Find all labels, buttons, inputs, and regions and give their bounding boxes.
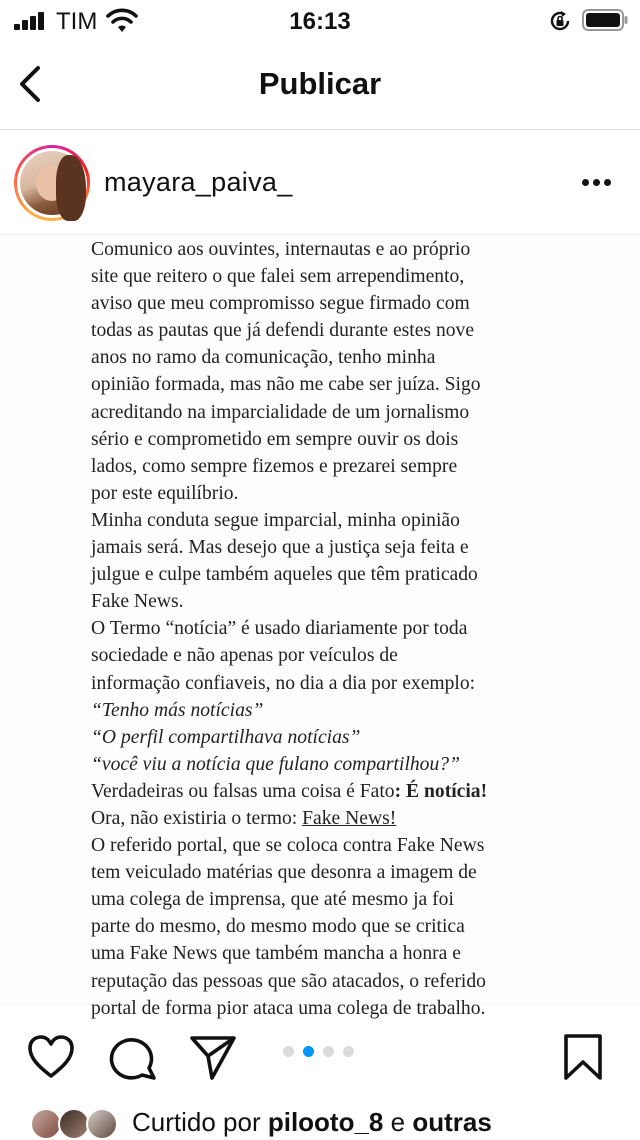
avatar[interactable] xyxy=(14,145,90,221)
doc-line: por este equilíbrio. xyxy=(91,482,239,504)
document-text xyxy=(91,236,561,1022)
doc-line: Comunico aos ouvintes, internautas e ao próprio xyxy=(91,239,471,260)
doc-line: O referido portal, que se coloca contra Fake News xyxy=(91,835,485,857)
doc-ora-link: Fake News! xyxy=(302,807,397,829)
likes-user[interactable]: pilooto_8 xyxy=(267,1107,384,1137)
likes-text[interactable] xyxy=(132,1107,492,1138)
share-icon[interactable] xyxy=(188,1032,238,1082)
doc-line: informação confiaveis, no dia a dia por exemplo: xyxy=(91,672,476,694)
doc-line xyxy=(91,778,561,805)
doc-line: julgue e culpe também aqueles que têm praticado xyxy=(91,564,478,586)
bookmark-icon[interactable] xyxy=(558,1032,608,1082)
doc-quote-line: “você viu a notícia que fulano compartilhou?” xyxy=(91,753,460,775)
page-title: Publicar xyxy=(258,66,382,101)
doc-line: site que reitero o que falei sem arrependimento, xyxy=(91,266,465,288)
nav-header xyxy=(0,42,640,130)
battery-icon xyxy=(582,9,628,31)
doc-line: sociedade e não apenas por veículos de xyxy=(91,645,398,667)
carousel-indicator xyxy=(283,1046,363,1058)
rotation-lock-icon xyxy=(548,9,572,33)
doc-line: opinião formada, mas não me cabe ser juíza. Sigo xyxy=(91,374,481,396)
doc-fato-bold: : É notícia! xyxy=(394,780,488,802)
doc-line: sério e comprometido em sempre ouvir os dois xyxy=(91,428,459,450)
doc-line: aviso que meu compromisso segue firmado com xyxy=(91,293,470,315)
doc-ora-prefix: Ora, não existiria o termo: xyxy=(91,807,303,829)
status-time: 16:13 xyxy=(289,8,351,35)
likes-row xyxy=(0,1098,640,1136)
doc-line: O Termo “notícia” é usado diariamente por toda xyxy=(91,618,468,640)
doc-quote-line: “Tenho más notícias” xyxy=(91,699,264,721)
doc-line: portal de forma pior ataca uma colega de trabalho. xyxy=(91,997,486,1019)
heart-icon[interactable] xyxy=(26,1032,76,1082)
doc-quote-line: “O perfil compartilhava notícias” xyxy=(91,726,361,748)
doc-line: lados, como sempre fizemos e prezarei sempre xyxy=(91,455,458,477)
post-header xyxy=(0,131,640,235)
more-icon[interactable] xyxy=(572,169,620,197)
comment-icon[interactable] xyxy=(108,1032,158,1082)
doc-line: uma colega de imprensa, que até mesmo ja foi xyxy=(91,889,454,911)
carrier-name: TIM xyxy=(56,8,98,35)
doc-line: todas as pautas que já defendi durante estes nove xyxy=(91,320,475,342)
doc-fato-prefix: Verdadeiras ou falsas uma coisa é Fato xyxy=(91,780,395,802)
username[interactable]: mayara_paiva_ xyxy=(104,167,293,197)
status-bar xyxy=(0,0,640,42)
doc-line: reputação das pessoas que são atacados, o referido xyxy=(91,970,486,992)
doc-line: parte do mesmo, do mesmo modo que se critica xyxy=(91,916,465,938)
liked-by-avatars[interactable] xyxy=(30,1108,122,1138)
post-image[interactable] xyxy=(0,236,640,1019)
doc-line: acreditando na imparcialidade de um jornalismo xyxy=(91,401,470,423)
likes-prefix: Curtido por xyxy=(132,1107,268,1137)
doc-line: jamais será. Mas desejo que a justiça seja feita e xyxy=(91,537,469,559)
doc-line: Fake News. xyxy=(91,591,184,613)
doc-line: uma Fake News que também mancha a honra e xyxy=(91,943,461,965)
doc-line xyxy=(91,805,561,832)
doc-line: Minha conduta segue imparcial, minha opinião xyxy=(91,509,460,531)
doc-line: tem veiculado matérias que desonra a imagem de xyxy=(91,862,477,884)
likes-others[interactable]: outras xyxy=(412,1107,492,1137)
action-bar xyxy=(0,1008,640,1098)
likes-middle: e xyxy=(383,1107,413,1137)
doc-line: anos no ramo da comunicação, tenho minha xyxy=(91,347,436,369)
